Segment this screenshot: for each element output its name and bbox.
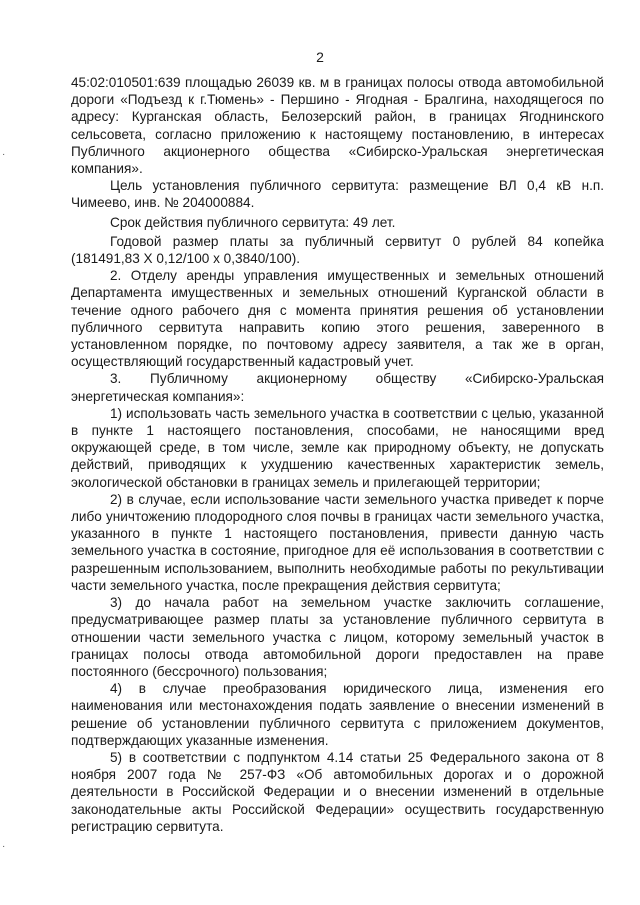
scan-speck: · <box>2 149 6 160</box>
paragraph-item-3: 3. Публичному акционерному обществу «Сибирско-Уральская энергетическая компания»: <box>71 371 604 404</box>
document-body <box>71 74 604 835</box>
page-number: 2 <box>316 49 324 65</box>
paragraph-cadastral-continuation: 45:02:010501:639 площадью 26039 кв. м в границах полосы отвода автомобильной дороги «Подъезд к г.Тюмень» - Першино - Ягодная - Бралгина, находящегося по адресу: Курганская область, Белозерский район, в границах Ягоднинского сельсовета, согласно приложению к настоящему постановлению, в интересах Публичного акционерного общества «Сибирско-Уральская энергетическая компания». <box>71 75 604 177</box>
scan-speck: · <box>2 841 6 852</box>
paragraph-subitem-1: 1) использовать часть земельного участка в соответствии с целью, указанной в пункте 1 настоящего постановления, способами, не наносящими вред окружающей среде, в том числе, земле как природному объекту, не допускать действий, приводящих к ухудшению качественных характеристик земель, экологической обстановки в границах земель и прилегающей территории; <box>71 405 604 490</box>
paragraph-subitem-5: 5) в соответствии с подпунктом 4.14 статьи 25 Федерального закона от 8 ноября 2007 года № 257-ФЗ «Об автомобильных дорогах и о дорожной деятельности в Российской Федерации и о внесении изменений в отдельные законодательные акты Российской Федерации» осуществить государственную регистрацию сервитута. <box>71 749 604 834</box>
paragraph-item-2: 2. Отделу аренды управления имущественных и земельных отношений Департамента имущественных и земельных отношений Курганской области в течение одного рабочего дня с момента принятия решения об установлении публичного сервитута направить копию этого решения, заверенного в установленном порядке, по почтовому адресу заявителя, а так же в орган, осуществляющий государственный кадастровый учет. <box>71 268 604 370</box>
paragraph-subitem-3: 3) до начала работ на земельном участке заключить соглашение, предусматривающее размер платы за установление публичного сервитута в отношении части земельного участка с лицом, которому земельный участок в границах полосы отвода автомобильной дороги предоставлен на праве постоянного (бессрочного) пользования; <box>71 595 604 679</box>
paragraph-subitem-2: 2) в случае, если использование части земельного участка приведет к порче либо уничтожению плодородного слоя почвы в границах части земельного участка, указанного в пункте 1 настоящего постановления, привести данную часть земельного участка в состояние, пригодное для её использования в соответствии с разрешенным использованием, выполнить необходимые работы по рекультивации части земельного участка, после прекращения действия сервитута; <box>71 491 604 593</box>
paragraph-annual-fee: Годовой размер платы за публичный сервитут 0 рублей 84 копейка (181491,83 Х 0,12/100 х 0,3840/100). <box>71 233 604 267</box>
paragraph-servitude-term: Срок действия публичного сервитута: 49 лет. <box>110 214 396 230</box>
paragraph-servitude-purpose: Цель установления публичного сервитута: размещение ВЛ 0,4 кВ н.п. Чимеево, инв. № 204000884. <box>71 178 604 211</box>
paragraph-subitem-4: 4) в случае преобразования юридического лица, изменения его наименования или местонахождения подать заявление о внесении изменений в решение об установлении публичного сервитута с приложением документов, подтверждающих указанные изменения. <box>71 681 604 748</box>
